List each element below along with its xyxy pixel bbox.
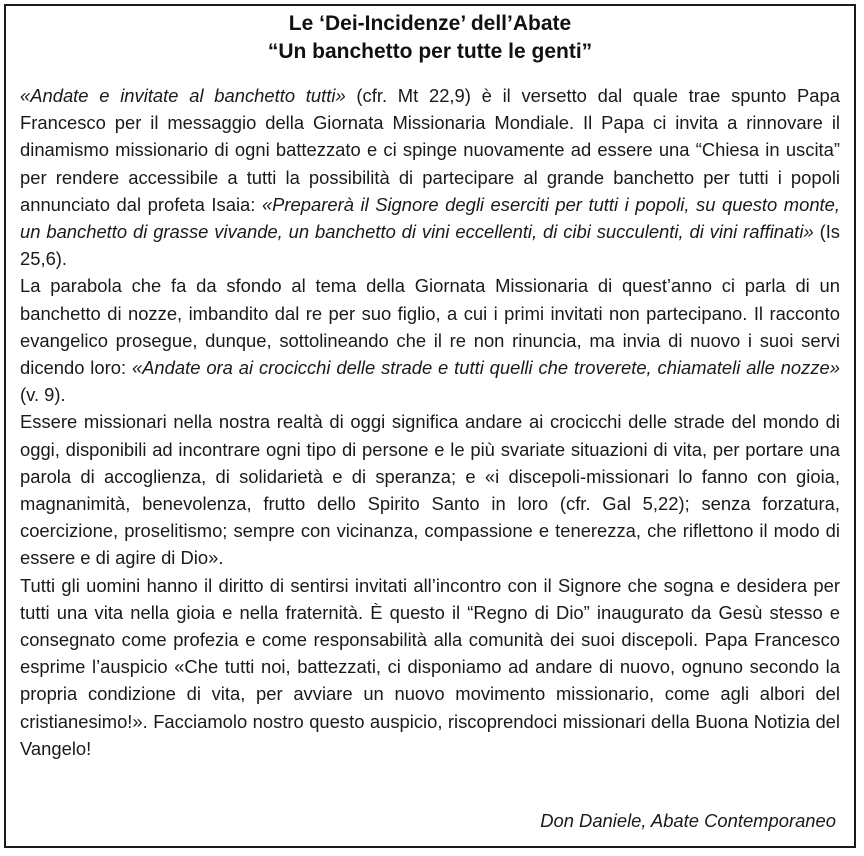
article-title: “Un banchetto per tutte le genti” [267,40,593,63]
column-title: Le ‘Dei-Incidenze’ dell’Abate [288,12,572,35]
paragraph-2 [20,272,840,408]
paragraph-3-text: Essere missionari nella nostra realtà di oggi significa andare ai crocicchi delle strade del mondo di oggi, disponibili ad incontrare ogni tipo di persone e le più svariate situazioni di vita, per portare una parola di accoglienza, di solidarietà e di speranza; e «i discepoli-missionari lo fanno con gioia, magnanimità, benevolenza, frutto dello Spirito Santo in loro (cfr. Gal 5,22); senza forzatura, coercizione, proselitismo; sempre con vicinanza, compassione e tenerezza, che riflettono il modo di essere e di agire di Dio». [20,411,840,569]
article-body [20,82,840,762]
quote-matthew: «Andate e invitate al banchetto tutti» [20,85,346,106]
article-frame [4,4,856,848]
paragraph-1-text: (cfr. Mt 22,9) è il versetto dal quale trae spunto Papa Francesco per il messaggio della Giornata Missionaria Mondiale. Il Papa ci invita a rinnovare il dinamismo missionario di ogni battezzato e ci spinge nuovamente ad essere una “Chiesa in uscita” per rendere accessibile a tutti la possibilità di partecipare al grande banchetto per tutti i popoli annunciato dal profeta Isaia: [20,85,840,215]
quote-isaiah: «Preparerà il Signore degli eserciti per tutti i popoli, su questo monte, un banchetto di grasse vivande, un banchetto di vini eccellenti, di cibi succulenti, di vini raffinati» [20,193,840,243]
article-header [6,6,854,66]
paragraph-3 [20,408,840,571]
paragraph-1-reference: (Is 25,6). [20,221,841,270]
signature: Don Daniele, Abate Contemporaneo [540,810,836,831]
paragraph-2-text: La parabola che fa da sfondo al tema della Giornata Missionaria di quest’anno ci parla di un banchetto di nozze, imbandito dal re per suo figlio, a cui i primi invitati non partecipano. Il racconto evangelico prosegue, dunque, sottolineando che il re non rinuncia, ma invia di nuovo i suoi servi dicendo loro: [20,275,840,379]
paragraph-2-reference: (v. 9). [20,384,66,406]
paragraph-4 [20,572,840,762]
paragraph-1 [20,82,840,272]
paragraph-4-text: Tutti gli uomini hanno il diritto di sentirsi invitati all’incontro con il Signore che sogna e desidera per tutti una vita nella gioia e nella fraternità. È questo il “Regno di Dio” inaugurato da Gesù stesso e consegnato come profezia e come responsabilità alla comunità dei suoi discepoli. Papa Francesco esprime l’auspicio «Che tutti noi, battezzati, ci disponiamo ad andare di nuovo, ognuno secondo la propria condizione di vita, per avviare un nuovo movimento missionario, come agli albori del cristianesimo!». Facciamolo nostro questo auspicio, riscoprendoci missionari della Buona Notizia del Vangelo! [20,574,840,759]
quote-parable: «Andate ora ai crocicchi delle strade e tutti quelli che troverete, chiamateli alle nozze» [131,357,840,379]
